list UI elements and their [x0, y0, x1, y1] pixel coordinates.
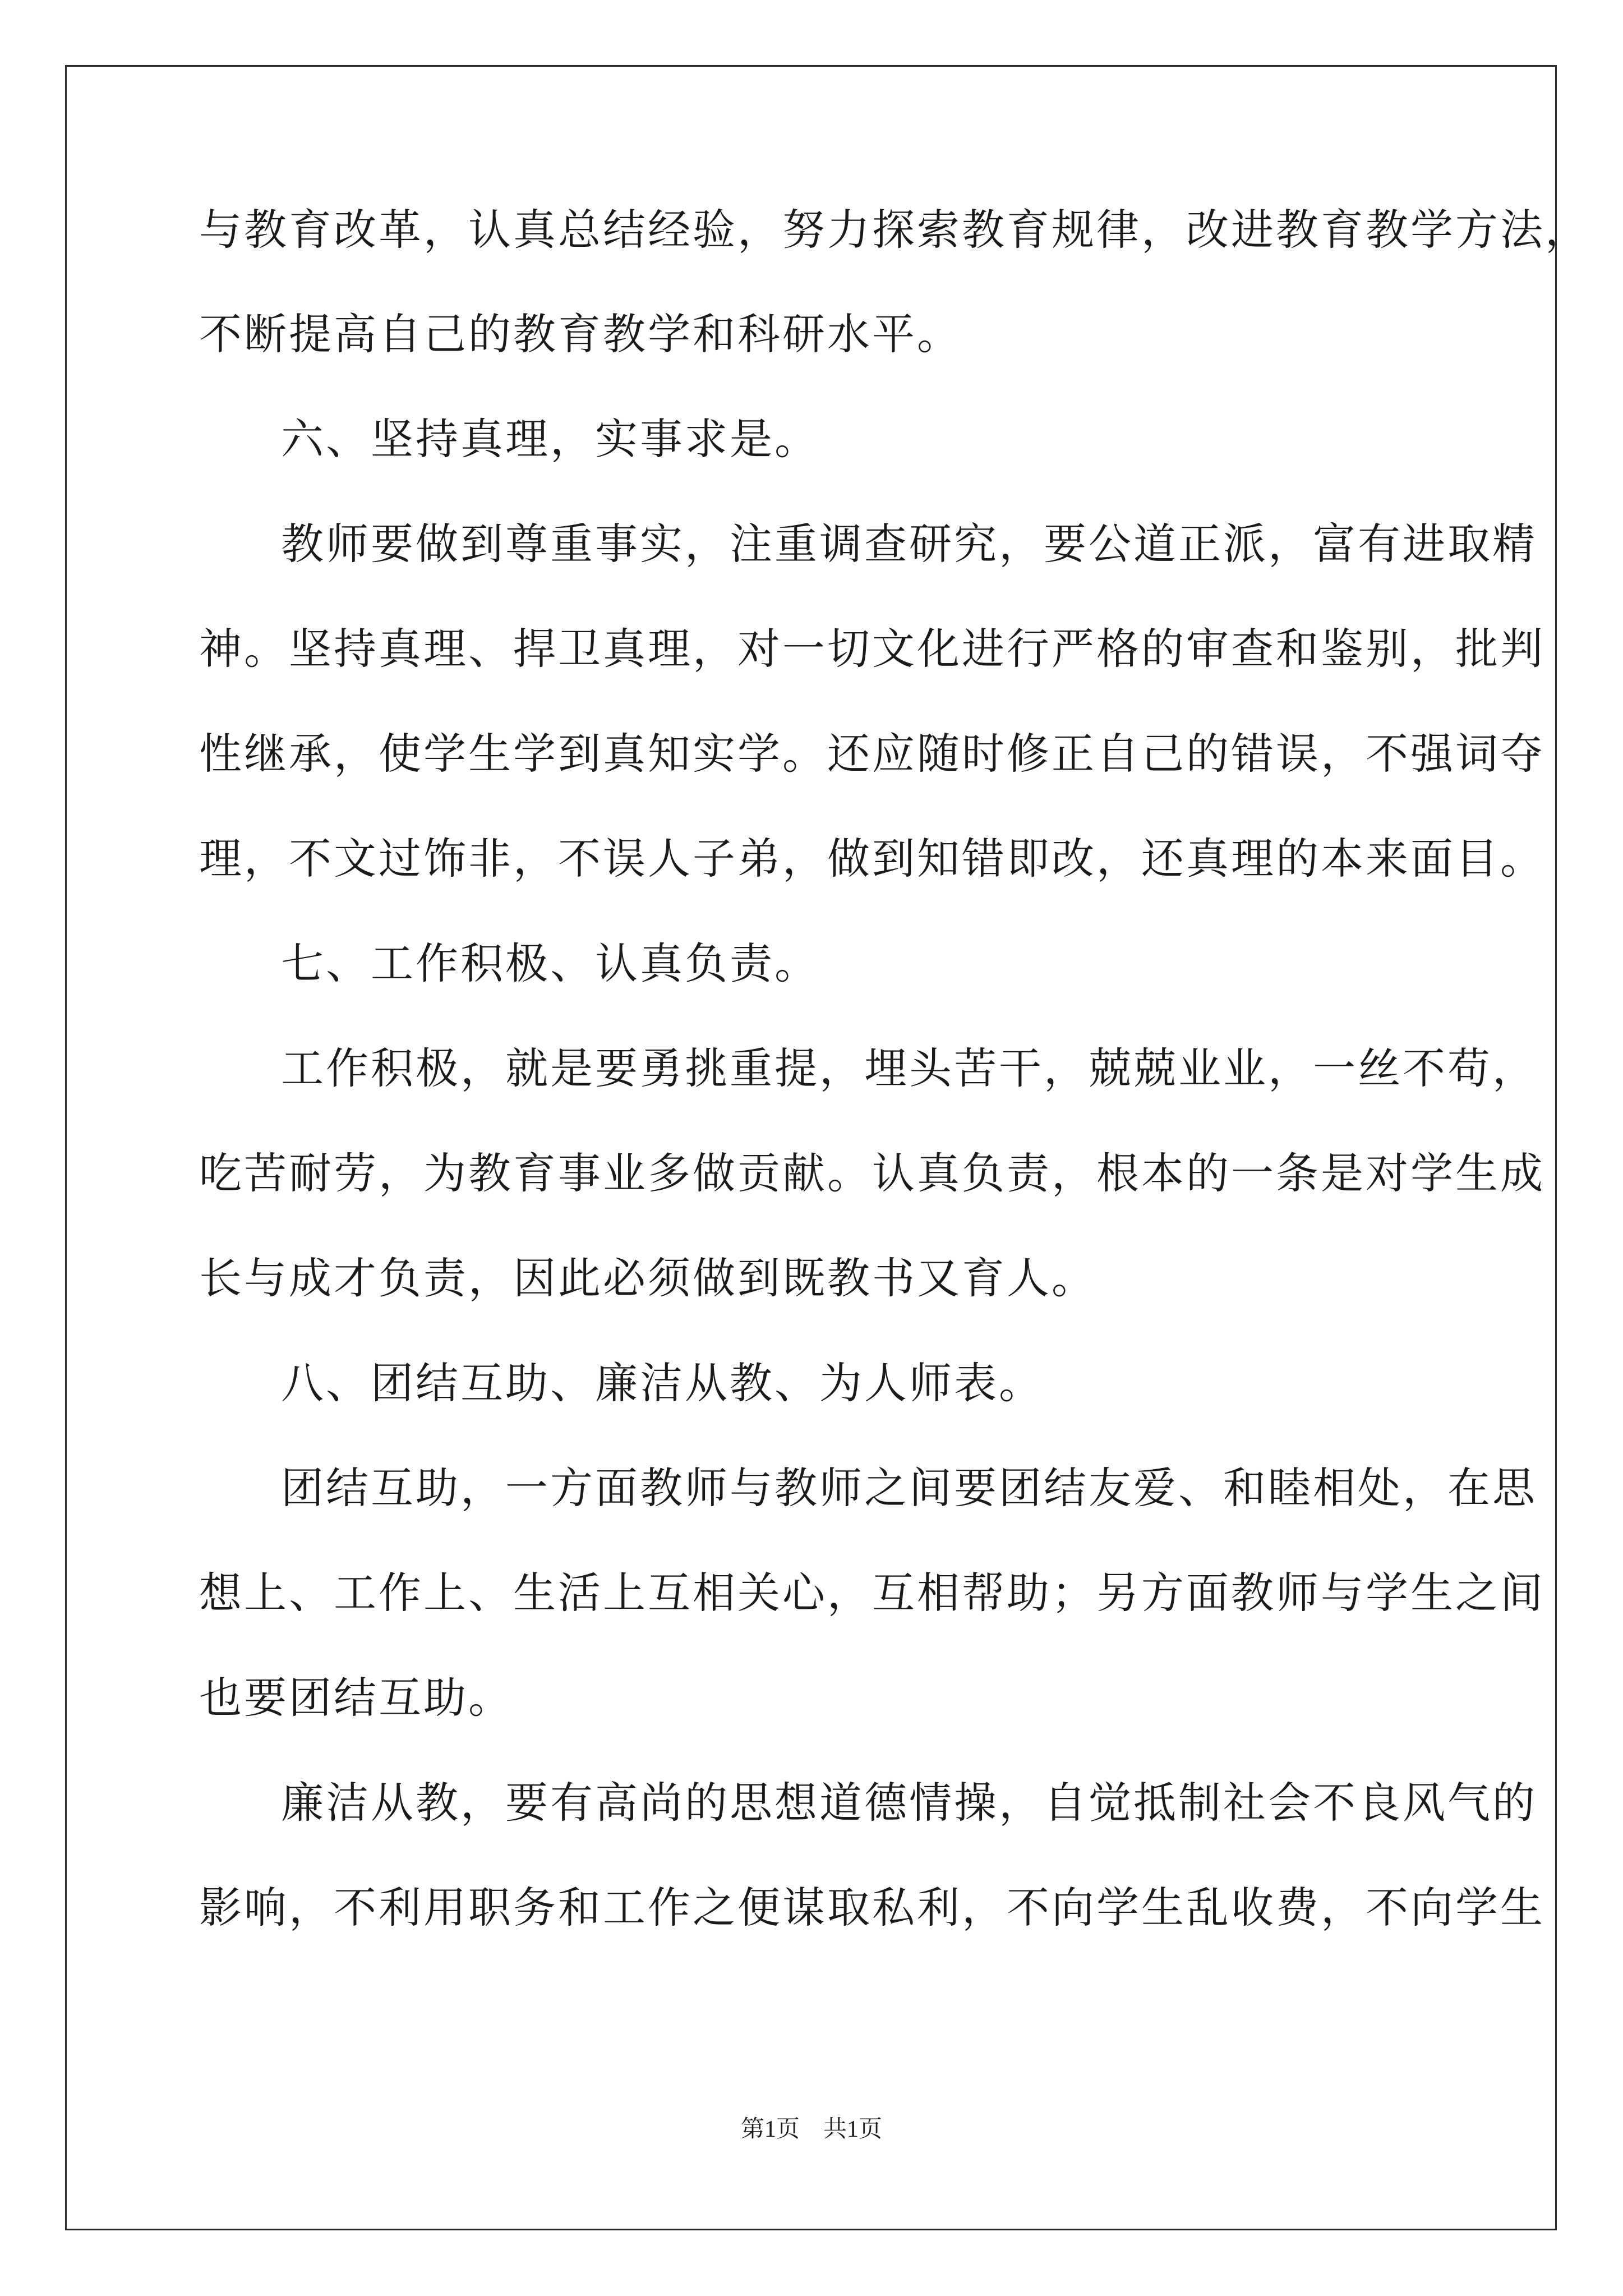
- text-line-1: 与教育改革，认真总结经验，努力探索教育规律，改进教育教学方法，: [199, 205, 1590, 255]
- text-line-9: 工作积极，就是要勇挑重提，埋头苦干，兢兢业业，一丝不苟，: [281, 1043, 1537, 1093]
- text-line-11: 长与成才负责，因此必须做到既教书又育人。: [199, 1253, 1096, 1303]
- text-line-6: 性继承，使学生学到真知实学。还应随时修正自己的错误，不强词夺: [199, 729, 1545, 779]
- text-line-13: 团结互助，一方面教师与教师之间要团结友爱、和睦相处，在思: [281, 1463, 1537, 1513]
- text-line-10: 吃苦耐劳，为教育事业多做贡献。认真负责，根本的一条是对学生成: [199, 1148, 1545, 1198]
- page-number-footer: 第1页 共1页: [740, 2116, 882, 2142]
- text-line-16: 廉洁从教，要有高尚的思想道德情操，自觉抵制社会不良风气的: [281, 1778, 1537, 1828]
- text-line-2: 不断提高自己的教育教学和科研水平。: [199, 309, 962, 359]
- text-line-14: 想上、工作上、生活上互相关心，互相帮助；另方面教师与学生之间: [199, 1568, 1545, 1618]
- text-line-7: 理，不文过饰非，不误人子弟，做到知错即改，还真理的本来面目。: [199, 834, 1545, 884]
- text-line-5: 神。坚持真理、捍卫真理，对一切文化进行严格的审查和鉴别，批判: [199, 624, 1545, 674]
- section-heading-8: 八、团结互助、廉洁从教、为人师表。: [281, 1358, 1044, 1408]
- text-line-4: 教师要做到尊重事实，注重调查研究，要公道正派，富有进取精: [281, 519, 1537, 569]
- text-line-15: 也要团结互助。: [199, 1673, 513, 1723]
- section-heading-6: 六、坚持真理，实事求是。: [281, 414, 819, 464]
- text-line-17: 影响，不利用职务和工作之便谋取私利，不向学生乱收费，不向学生: [199, 1883, 1545, 1932]
- section-heading-7: 七、工作积极、认真负责。: [281, 938, 819, 988]
